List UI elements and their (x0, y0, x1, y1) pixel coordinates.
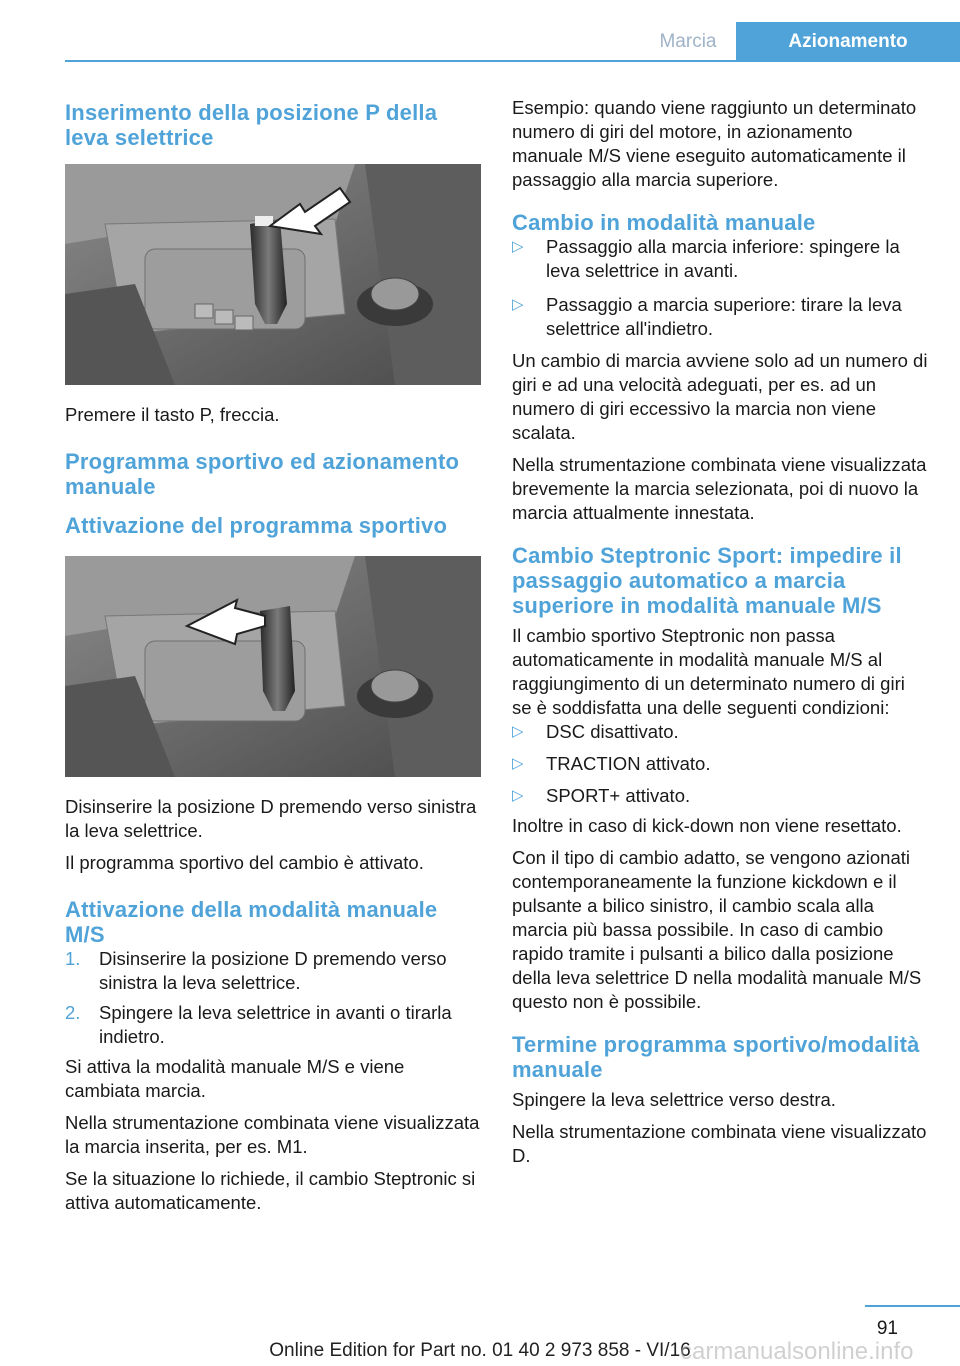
list-item (512, 784, 928, 808)
para-sport-active: Il programma sportivo del cambio è attivato. (65, 852, 424, 873)
heading-end-sport: Termine programma sportivo/modalità manuale (512, 1032, 920, 1082)
triangle-bullet-icon: ▷ (512, 723, 524, 740)
steps-list (65, 947, 481, 1049)
heading-steptronic-sport: Cambio Steptronic Sport: impedire il passaggio automatico a marcia superiore in modalità manuale M/S (512, 543, 902, 618)
list-item (512, 720, 928, 744)
list-item (512, 752, 928, 776)
list-item-text: DSC disattivato. (546, 721, 679, 742)
list-item-text: Passaggio alla marcia inferiore: spingere la leva selettrice in avanti. (546, 236, 900, 281)
triangle-bullet-icon: ▷ (512, 238, 524, 255)
manual-shift-list (512, 235, 928, 341)
para-display-d: Nella strumentazione combinata viene visualizzato D. (512, 1121, 927, 1166)
para-gear-change-conditions: Un cambio di marcia avviene solo ad un numero di giri e ad una velocità adeguati, per es. ad un numero di giri eccessivo la marcia non viene scalata. (512, 350, 928, 443)
tab-azionamento: Azionamento (736, 22, 960, 62)
para-push-right: Spingere la leva selettrice verso destra. (512, 1089, 836, 1110)
para-disengage-d: Disinserire la posizione D premendo verso sinistra la leva selettrice. (65, 796, 477, 841)
para-example: Esempio: quando viene raggiunto un determinato numero di giri del motore, in azionamento manuale M/S viene eseguito automaticamente il passaggio alla marcia superiore. (512, 97, 917, 190)
photo-selector-lever-sport (65, 556, 481, 777)
step-number: 1. (65, 948, 81, 969)
list-item-text: SPORT+ attivato. (546, 785, 691, 806)
watermark: carmanualsonline.info (680, 1338, 914, 1365)
para-display-gear: Nella strumentazione combinata viene visualizzata la marcia inserita, per es. M1. (65, 1112, 480, 1157)
left-column (65, 100, 481, 1215)
heading-park-position: Inserimento della posizione P della leva selettrice (65, 100, 438, 150)
step-item (65, 1001, 481, 1049)
triangle-bullet-icon: ▷ (512, 787, 524, 804)
list-item (512, 293, 928, 341)
header-rule (65, 60, 960, 62)
triangle-bullet-icon: ▷ (512, 296, 524, 313)
heading-manual-shift: Cambio in modalità manuale (512, 210, 816, 235)
footer-edition: Online Edition for Part no. 01 40 2 973 858 - VI/16 (269, 1340, 691, 1361)
heading-activate-manual: Attivazione della modalità manuale M/S (65, 897, 438, 947)
footer-rule (865, 1305, 960, 1307)
step-number: 2. (65, 1002, 81, 1023)
heading-activate-sport: Attivazione del programma sportivo (65, 513, 448, 538)
page-number: 91 (876, 1318, 898, 1339)
heading-sport-program: Programma sportivo ed azionamento manuale (65, 449, 460, 499)
para-kickdown-rocker: Con il tipo di cambio adatto, se vengono azionati contemporaneamente la funzione kickdown e il pulsante a bilico sinistro, il cambio scala alla marcia più bassa possibile. In caso di cambio rapido tramite i pulsanti a bilico dalla posizione della leva selettrice D nella modalità manuale M/S questo non è possibile. (512, 847, 922, 1012)
caption-press-p: Premere il tasto P, freccia. (65, 404, 280, 425)
header-tabs (640, 22, 960, 62)
list-item (512, 235, 928, 283)
para-kickdown-reset: Inoltre in caso di kick-down non viene resettato. (512, 815, 902, 836)
para-steptronic-sport: Il cambio sportivo Steptronic non passa automaticamente in modalità manuale M/S al raggiungimento di un determinato numero di giri se è soddisfatta una delle seguenti condizioni: (512, 625, 905, 718)
photo-selector-lever-p (65, 164, 481, 385)
triangle-bullet-icon: ▷ (512, 755, 524, 772)
para-display-brief: Nella strumentazione combinata viene visualizzata brevemente la marcia selezionata, poi di nuovo la marcia attualmente innestata. (512, 454, 927, 523)
list-item-text: Passaggio a marcia superiore: tirare la leva selettrice all'indietro. (546, 294, 902, 339)
list-item-text: TRACTION attivato. (546, 753, 711, 774)
step-text: Disinserire la posizione D premendo verso sinistra la leva selettrice. (99, 948, 447, 993)
para-steptronic-auto: Se la situazione lo richiede, il cambio Steptronic si attiva automaticamente. (65, 1168, 476, 1213)
right-column (512, 96, 928, 1168)
para-manual-activates: Si attiva la modalità manuale M/S e viene cambiata marcia. (65, 1056, 405, 1101)
step-item (65, 947, 481, 995)
step-text: Spingere la leva selettrice in avanti o tirarla indietro. (99, 1002, 452, 1047)
conditions-list (512, 720, 928, 808)
tab-marcia: Marcia (659, 31, 717, 52)
